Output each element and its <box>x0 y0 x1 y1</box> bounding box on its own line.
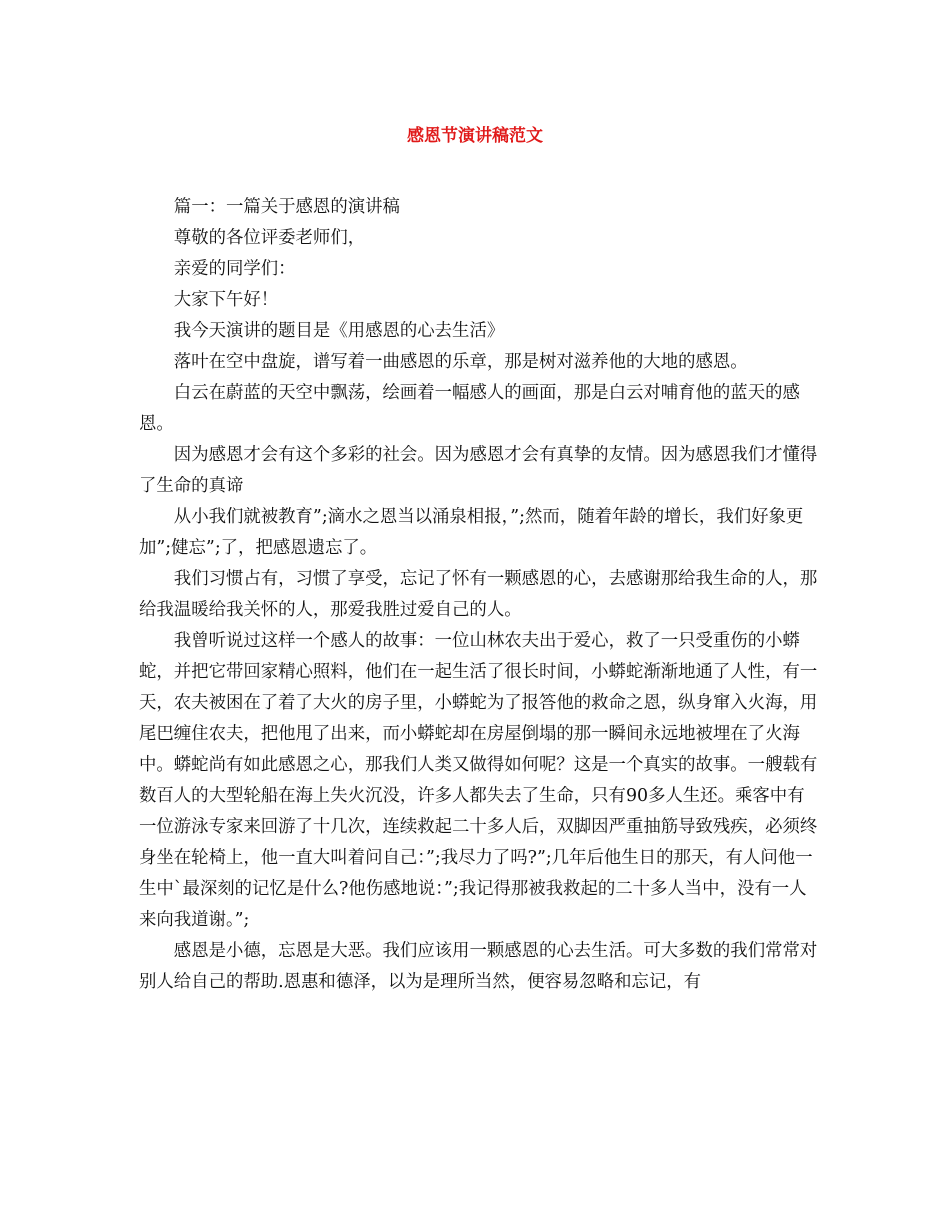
paragraph: 我今天演讲的题目是《用感恩的心去生活》 <box>173 321 505 341</box>
paragraph: 我们习惯占有，习惯了享受，忘记了怀有一颗感恩的心，去感谢那给我生命的人，那给我温暖给我关怀的人，那爱我胜过爱自己的人。 <box>139 569 818 620</box>
paragraph: 亲爱的同学们： <box>173 259 296 279</box>
paragraph: 我曾听说过这样一个感人的故事：一位山林农夫出于爱心，救了一只受重伤的小蟒蛇，并把它带回家精心照料，他们在一起生活了很长时间，小蟒蛇渐渐地通了人性，有一天，农夫被困在了着了大火的房子里，小蟒蛇为了报答他的救命之恩，纵身窜入火海，用尾巴缠住农夫，把他甩了出来，而小蟒蛇却在房屋倒塌的那一瞬间永远地被埋在了火海中。蟒蛇尚有如此感恩之心，那我们人类又做得如何呢？这是一个真实的故事。一艘载有数百人的大型轮船在海上失火沉没，许多人都失去了生命，只有90多人生还。乘客中有一位游泳专家来回游了十几次，连续救起二十多人后，双脚因严重抽筋导致残疾，必须终身坐在轮椅上，他一直大叫着问自己：”;我尽力了吗?”;几年后他生日的那天，有人问他一生中`最深刻的记忆是什么?他伤感地说：”;我记得那被我救起的二十多人当中，没有一人来向我道谢。”; <box>139 631 818 930</box>
paragraph: 大家下午好！ <box>173 290 279 310</box>
paragraph: 落叶在空中盘旋，谱写着一曲感恩的乐章，那是树对滋养他的大地的感恩。 <box>173 352 748 372</box>
paragraph: 尊敬的各位评委老师们， <box>173 228 366 248</box>
paragraph: 从小我们就被教育”;滴水之恩当以涌泉相报，”;然而，随着年龄的增长，我们好象更加”;健忘”;了，把感恩遗忘了。 <box>139 507 804 558</box>
paragraph: 篇一：一篇关于感恩的演讲稿 <box>173 197 400 217</box>
document-title: 感恩节演讲稿范文 <box>407 126 543 146</box>
document-body <box>139 192 819 998</box>
paragraph: 因为感恩才会有这个多彩的社会。因为感恩才会有真挚的友情。因为感恩我们才懂得了生命的真谛 <box>139 445 818 496</box>
paragraph: 感恩是小德，忘恩是大恶。我们应该用一颗感恩的心去生活。可大多数的我们常常对别人给自己的帮助.恩惠和德泽，以为是理所当然，便容易忽略和忘记，有 <box>139 941 818 992</box>
paragraph: 白云在蔚蓝的天空中飘荡，绘画着一幅感人的画面，那是白云对哺育他的蓝天的感恩。 <box>139 383 800 434</box>
